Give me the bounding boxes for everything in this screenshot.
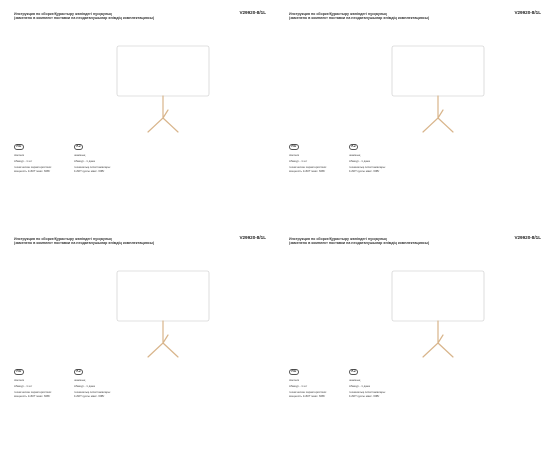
ru-column: [289, 379, 345, 398]
header-subtitle: (заменено в комплект поставки на неодатанушылар өнімдің комплектациясы): [14, 241, 155, 246]
header-title: Инструкция по сборке/Құрастыру жөніндегі нұсқаулық: [14, 237, 112, 241]
header-title: Инструкция по сборке/Құрастыру жөніндегі нұсқаулық: [289, 12, 387, 16]
lamp-stand: [423, 321, 453, 357]
lang-badge-kz: KZ: [74, 369, 83, 375]
kz-quantity: Абажур - 1 дана: [349, 158, 370, 163]
ru-item: светник: [289, 378, 299, 382]
ru-quantity: Абажур - 1 шт: [14, 383, 33, 388]
ru-quantity: Абажур - 1 шт: [289, 158, 308, 163]
ru-spec-line1: технические характеристики:: [289, 164, 327, 169]
lamp-stand: [423, 96, 453, 132]
lamp-drawing: [110, 32, 230, 142]
lamp-drawing: [385, 257, 505, 367]
lamp-stand: [148, 321, 178, 357]
header-subtitle: (заменено в комплект поставки на неодатанушылар өнімдің комплектациясы): [14, 16, 155, 21]
ru-quantity: Абажур - 1 шт: [289, 383, 308, 388]
header-subtitle: (заменено в комплект поставки на неодатанушылар өнімдің комплектациясы): [289, 16, 430, 21]
header-title: Инструкция по сборке/Құрастыру жөніндегі нұсқаулық: [289, 237, 387, 241]
sheet-header: [289, 12, 541, 21]
kz-spec-line2: 1х60Т қуаты макс. 60Вт: [349, 393, 380, 398]
lamp-shade: [117, 271, 209, 321]
lang-badge-kz: KZ: [74, 144, 83, 150]
instruction-sheet: [275, 0, 545, 218]
kz-column: [349, 379, 405, 398]
table-lamp-illustration: [110, 32, 230, 142]
sheet-header: [289, 237, 541, 246]
kz-item: шамшық: [74, 153, 86, 157]
kz-quantity: Абажур - 1 дана: [74, 158, 95, 163]
lamp-drawing: [110, 257, 230, 367]
ru-spec-line2: мощность 1х60Т макс. 60Вт: [289, 393, 326, 398]
ru-item: светник: [14, 153, 24, 157]
kz-spec-line2: 1х60Т қуаты макс. 60Вт: [74, 168, 105, 173]
lang-badge-ru: RU: [289, 369, 299, 375]
lamp-shade: [117, 46, 209, 96]
table-lamp-illustration: [385, 257, 505, 367]
ru-column: [14, 379, 70, 398]
kz-quantity: Абажур - 1 дана: [74, 383, 95, 388]
ru-item: светник: [14, 378, 24, 382]
kz-spec-line1: техникалық сипаттамалары:: [349, 389, 386, 394]
lamp-shade: [392, 271, 484, 321]
ru-column: [14, 154, 70, 173]
kz-item: шамшық: [349, 378, 361, 382]
ru-column: [289, 154, 345, 173]
table-lamp-illustration: [385, 32, 505, 142]
product-code: V29920-8/1L: [514, 235, 541, 240]
product-code: V29920-8/1L: [239, 235, 266, 240]
kz-spec-line2: 1х60Т қуаты макс. 60Вт: [74, 393, 105, 398]
kz-column: [349, 154, 405, 173]
ru-spec-line1: технические характеристики:: [289, 389, 327, 394]
sheet-header: [14, 12, 266, 21]
lamp-shade: [392, 46, 484, 96]
instruction-sheet: [275, 225, 545, 443]
kz-spec-line2: 1х60Т қуаты макс. 60Вт: [349, 168, 380, 173]
ru-spec-line1: технические характеристики:: [14, 389, 52, 394]
kz-column: [74, 154, 130, 173]
header-subtitle: (заменено в комплект поставки на неодатанушылар өнімдің комплектациясы): [289, 241, 430, 246]
ru-spec-line2: мощность 1х60Т макс. 60Вт: [14, 168, 51, 173]
sheet-header: [14, 237, 266, 246]
product-code: V29920-8/1L: [239, 10, 266, 15]
product-code: V29920-8/1L: [514, 10, 541, 15]
ru-quantity: Абажур - 1 шт: [14, 158, 33, 163]
ru-spec-line2: мощность 1х60Т макс. 60Вт: [289, 168, 326, 173]
lang-badge-kz: KZ: [349, 144, 358, 150]
kz-spec-line1: техникалық сипаттамалары:: [349, 164, 386, 169]
instruction-sheet: [0, 225, 270, 443]
lamp-stand: [148, 96, 178, 132]
kz-item: шамшық: [349, 153, 361, 157]
kz-spec-line1: техникалық сипаттамалары:: [74, 164, 111, 169]
header-title: Инструкция по сборке/Құрастыру жөніндегі нұсқаулық: [14, 12, 112, 16]
ru-spec-line1: технические характеристики:: [14, 164, 52, 169]
lang-badge-kz: KZ: [349, 369, 358, 375]
lang-badge-ru: RU: [289, 144, 299, 150]
lamp-drawing: [385, 32, 505, 142]
kz-column: [74, 379, 130, 398]
lang-badge-ru: RU: [14, 144, 24, 150]
instruction-sheet: [0, 0, 270, 218]
kz-item: шамшық: [74, 378, 86, 382]
kz-spec-line1: техникалық сипаттамалары:: [74, 389, 111, 394]
lang-badge-ru: RU: [14, 369, 24, 375]
ru-item: светник: [289, 153, 299, 157]
table-lamp-illustration: [110, 257, 230, 367]
ru-spec-line2: мощность 1х60Т макс. 60Вт: [14, 393, 51, 398]
kz-quantity: Абажур - 1 дана: [349, 383, 370, 388]
